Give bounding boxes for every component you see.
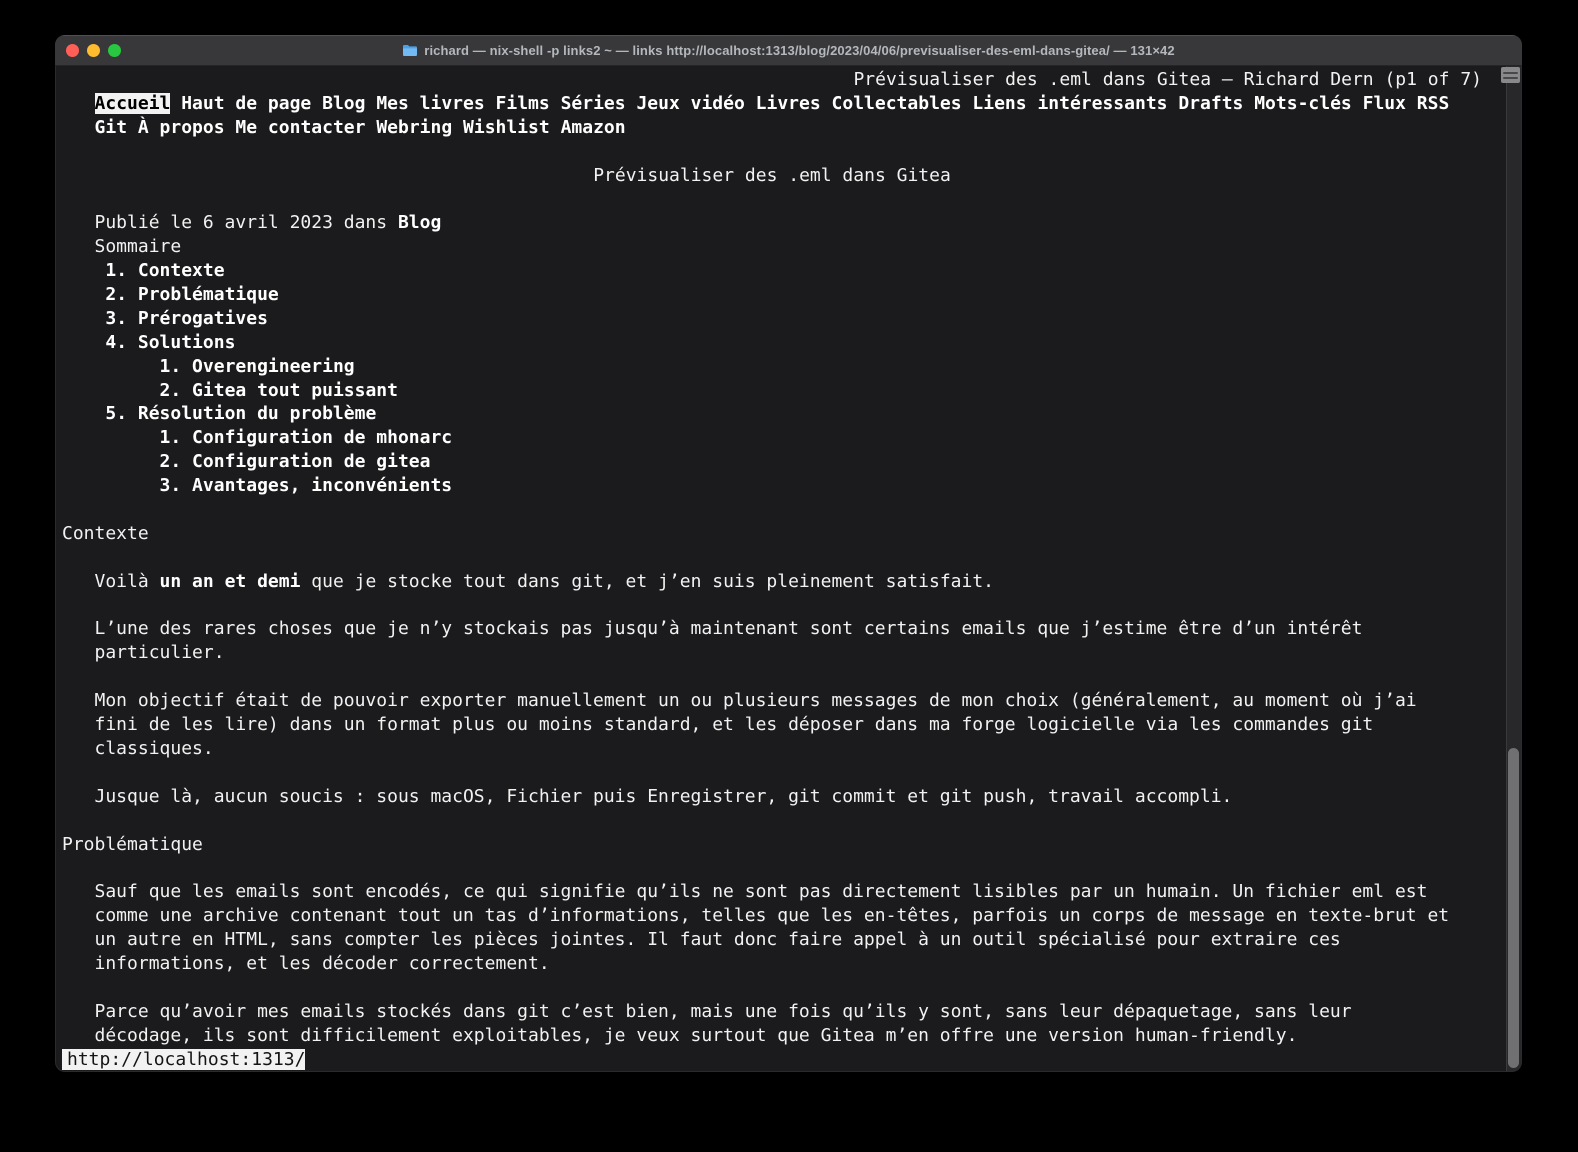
text-run: Jusque là, aucun soucis : sous macOS, Fichier puis Enregistrer, git commit et git push, travail accompli. [62, 785, 1233, 807]
body-line [62, 617, 1482, 641]
toc-subitem-line [62, 426, 1482, 450]
nav-link-drafts[interactable]: Drafts [1178, 92, 1244, 114]
text-run [127, 117, 138, 138]
article-title: Prévisualiser des .eml dans Gitea [593, 164, 951, 186]
text-run [626, 93, 637, 114]
text-run [62, 356, 160, 377]
toc-item-line [62, 331, 1482, 355]
text-run [225, 117, 236, 138]
window-title-area [55, 35, 1522, 65]
body-line [62, 689, 1482, 713]
nav-link-liens-interessants[interactable]: Liens intéressants [972, 92, 1168, 114]
toc-link-avantages-inconvenients[interactable]: 3. Avantages, inconvénients [159, 475, 453, 497]
text-run: informations, et les décoder correctement. [62, 952, 550, 974]
window-titlebar[interactable] [55, 35, 1522, 66]
body-line [62, 641, 1482, 665]
nav-link-me-contacter[interactable]: Me contacter [235, 116, 366, 138]
nav-link-blog[interactable]: Blog [322, 92, 366, 114]
text-run: Voilà [62, 570, 160, 592]
body-line [62, 570, 1482, 594]
nav-link-mes-livres[interactable]: Mes livres [376, 92, 485, 114]
text-run [452, 117, 463, 138]
toc-subitem-line [62, 450, 1482, 474]
text-run [62, 451, 160, 472]
text-run [62, 117, 95, 138]
nav-link-jeux-video[interactable]: Jeux vidéo [636, 92, 745, 114]
nav-link-haut-de-page[interactable]: Haut de page [181, 92, 312, 114]
toc-subitem-line [62, 355, 1482, 379]
scrollbar-track[interactable] [1506, 66, 1521, 1071]
window-title: richard — nix-shell -p links2 ~ — links http://localhost:1313/blog/2023/04/06/previsualiser-des-eml-dans-gitea/ — 131×42 [424, 42, 1175, 58]
blank-line [62, 665, 1482, 689]
text-run [62, 308, 105, 329]
folder-icon [402, 44, 418, 57]
toc-link-resolution-du-probleme[interactable]: 5. Résolution du problème [105, 403, 377, 425]
text-run: L’une des rares choses que je n’y stockais pas jusqu’à maintenant sont certains emails que j’estime être d’un intérêt [62, 618, 1363, 640]
blank-line [62, 498, 1482, 522]
toc-link-solutions[interactable]: 4. Solutions [105, 331, 236, 353]
section-heading-line [62, 522, 1482, 546]
nav-link-wishlist[interactable]: Wishlist [463, 116, 550, 138]
toc-link-configuration-de-gitea[interactable]: 2. Configuration de gitea [159, 451, 431, 473]
terminal-window [55, 35, 1522, 1072]
toc-item-line [62, 259, 1482, 283]
text-run: décodage, ils sont difficilement exploitables, je veux surtout que Gitea m’en offre une version human-friendly. [62, 1024, 1298, 1046]
text-run: Mon objectif était de pouvoir exporter manuellement un ou plusieurs messages de mon choix (généralement, au moment où j’ai [62, 690, 1417, 712]
emphasis-un-an-et-demi: un an et demi [159, 570, 301, 592]
text-run [311, 93, 322, 114]
nav-link-a-propos[interactable]: À propos [137, 116, 225, 138]
text-run: classiques. [62, 737, 214, 759]
terminal-screen[interactable] [55, 66, 1522, 1071]
toc-link-configuration-de-mhonarc[interactable]: 1. Configuration de mhonarc [159, 427, 453, 449]
blank-line [62, 140, 1482, 164]
text-run [485, 93, 496, 114]
toc-subitem-line [62, 379, 1482, 403]
text-run [550, 93, 561, 114]
text-run [821, 93, 832, 114]
scrollbar-thumb[interactable] [1508, 748, 1519, 1068]
toc-heading-line [62, 235, 1482, 259]
text-run: Sauf que les emails sont encodés, ce qui signifie qu’ils ne sont pas directement lisibles par un humain. Un fichier eml est [62, 881, 1428, 903]
toc-heading: Sommaire [62, 236, 182, 258]
page-header-line [62, 68, 1482, 92]
text-run [62, 260, 105, 281]
text-run: particulier. [62, 642, 225, 664]
zoom-button[interactable] [108, 44, 121, 57]
text-run [550, 117, 561, 138]
toc-link-contexte[interactable]: 1. Contexte [105, 260, 225, 282]
text-run [62, 380, 160, 401]
toc-item-line [62, 283, 1482, 307]
text-run [62, 403, 105, 424]
blank-line [62, 187, 1482, 211]
nav-link-series[interactable]: Séries [560, 92, 626, 114]
text-run [1352, 93, 1363, 114]
text-run: un autre en HTML, sans compter les pièces jointes. Il faut donc faire appel à un outil spécialisé pour extraire ces [62, 929, 1341, 951]
toc-item-line [62, 307, 1482, 331]
body-line [62, 952, 1482, 976]
nav-link-webring[interactable]: Webring [376, 116, 453, 138]
toc-link-gitea-tout-puissant[interactable]: 2. Gitea tout puissant [159, 379, 398, 401]
close-button[interactable] [66, 44, 79, 57]
body-line [62, 1000, 1482, 1024]
body-line [62, 1024, 1482, 1048]
toc-item-line [62, 402, 1482, 426]
text-run [1243, 93, 1254, 114]
text-run [365, 93, 376, 114]
nav-link-collectables[interactable]: Collectables [831, 92, 962, 114]
nav-link-git[interactable]: Git [94, 116, 128, 138]
nav-link-films[interactable]: Films [495, 92, 550, 114]
body-line [62, 928, 1482, 952]
text-run: comme une archive contenant tout un tas d’informations, telles que les en-têtes, parfois un corps de message en texte-brut et [62, 905, 1450, 927]
body-line [62, 737, 1482, 761]
nav-link-flux-rss[interactable]: Flux RSS [1362, 92, 1450, 114]
blank-line [62, 761, 1482, 785]
nav-line-2 [62, 116, 1482, 140]
text-run [170, 93, 181, 114]
section-heading-contexte: Contexte [62, 522, 149, 544]
body-line [62, 880, 1482, 904]
text-run [62, 332, 105, 353]
body-line [62, 904, 1482, 928]
body-line [62, 785, 1482, 809]
statusline [62, 1048, 1482, 1071]
toc-link-overengineering[interactable]: 1. Overengineering [159, 355, 355, 377]
blank-line [62, 809, 1482, 833]
scrollbar-grip-icon[interactable] [1501, 67, 1520, 83]
nav-link-accueil[interactable]: Accueil [94, 92, 171, 114]
text-run [62, 475, 160, 496]
text-run [745, 93, 756, 114]
text-run: que je stocke tout dans git, et j’en suis pleinement satisfait. [300, 570, 994, 592]
section-heading-problematique: Problématique [62, 833, 203, 855]
category-link-blog[interactable]: Blog [397, 212, 442, 234]
text-run: Parce qu’avoir mes emails stockés dans git c’est bien, mais une fois qu’ils y sont, sans leur dépaquetage, sans leur [62, 1000, 1352, 1022]
text-run: fini de les lire) dans un format plus ou moins standard, et les déposer dans ma forge logicielle via les commandes git [62, 714, 1374, 736]
blank-line [62, 856, 1482, 880]
window-controls [66, 44, 121, 57]
blank-line [62, 976, 1482, 1000]
publish-date: Publié le 6 avril 2023 dans [62, 212, 398, 234]
toc-subitem-line [62, 474, 1482, 498]
text-run [1168, 93, 1179, 114]
section-heading-line [62, 833, 1482, 857]
text-run [62, 284, 105, 305]
nav-link-mots-cles[interactable]: Mots-clés [1254, 92, 1352, 114]
blank-line [62, 594, 1482, 618]
text-run [62, 93, 95, 114]
minimize-button[interactable] [87, 44, 100, 57]
publish-line [62, 211, 1482, 235]
article-title-line [62, 164, 1482, 188]
nav-link-amazon[interactable]: Amazon [560, 116, 626, 138]
nav-link-livres[interactable]: Livres [755, 92, 821, 114]
toc-link-problematique[interactable]: 2. Problématique [105, 284, 279, 306]
page-header: Prévisualiser des .eml dans Gitea — Richard Dern (p1 of 7) [853, 69, 1482, 90]
toc-link-prerogatives[interactable]: 3. Prérogatives [105, 307, 268, 329]
nav-line-1 [62, 92, 1482, 116]
blank-line [62, 546, 1482, 570]
body-line [62, 713, 1482, 737]
text-run [365, 117, 376, 138]
text-run [962, 93, 973, 114]
status-url: http://localhost:1313/ [62, 1049, 305, 1070]
text-run [62, 427, 160, 448]
